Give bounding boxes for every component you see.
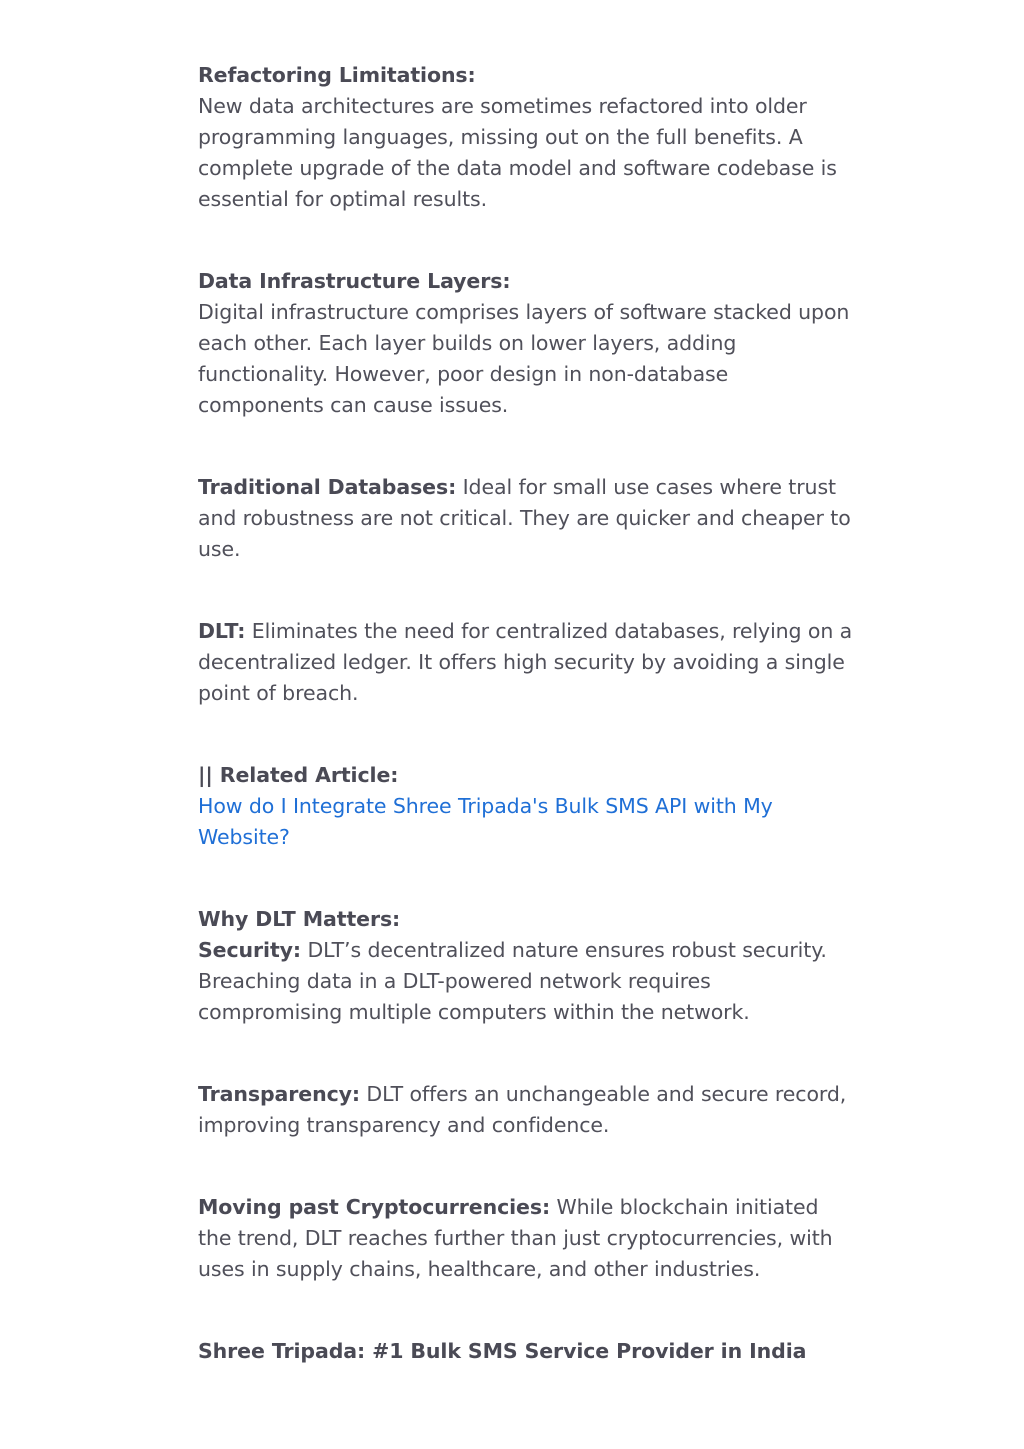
security-body: DLT’s decentralized nature ensures robust security. Breaching data in a DLT-powered network requires compromising multiple computers within the network. bbox=[198, 938, 827, 1024]
section-heading: Data Infrastructure Layers: bbox=[198, 269, 511, 293]
section-transparency bbox=[198, 1079, 858, 1141]
transparency-label: Transparency: bbox=[198, 1082, 360, 1106]
section-body: Eliminates the need for centralized databases, relying on a decentralized ledger. It offers high security by avoiding a single point of breach. bbox=[198, 619, 853, 705]
section-heading: DLT: bbox=[198, 619, 246, 643]
related-article-heading: || Related Article: bbox=[198, 763, 399, 787]
section-cryptocurrencies bbox=[198, 1192, 858, 1285]
section-dlt bbox=[198, 616, 858, 709]
article-content bbox=[198, 60, 858, 1367]
section-infrastructure bbox=[198, 266, 858, 421]
section-body: Digital infrastructure comprises layers of software stacked upon each other. Each layer builds on lower layers, adding functionality. However, poor design in non-database components can cause issues. bbox=[198, 300, 850, 417]
related-article-link[interactable]: How do I Integrate Shree Tripada's Bulk SMS API with My Website? bbox=[198, 794, 773, 849]
crypto-body: While blockchain initiated the trend, DLT reaches further than just cryptocurrencies, with uses in supply chains, healthcare, and other industries. bbox=[198, 1195, 833, 1281]
why-dlt-heading: Why DLT Matters: bbox=[198, 907, 401, 931]
section-traditional-databases bbox=[198, 472, 858, 565]
section-heading: Refactoring Limitations: bbox=[198, 63, 476, 87]
crypto-label: Moving past Cryptocurrencies: bbox=[198, 1195, 551, 1219]
transparency-body: DLT offers an unchangeable and secure record, improving transparency and confidence. bbox=[198, 1082, 847, 1137]
closing-heading: Shree Tripada: #1 Bulk SMS Service Provider in India bbox=[198, 1339, 807, 1363]
security-label: Security: bbox=[198, 938, 302, 962]
section-body: New data architectures are sometimes refactored into older programming languages, missing out on the full benefits. A complete upgrade of the data model and software codebase is essential for optimal results. bbox=[198, 94, 837, 211]
related-article bbox=[198, 760, 858, 853]
section-heading: Traditional Databases: bbox=[198, 475, 457, 499]
section-why-dlt bbox=[198, 904, 858, 1028]
closing-heading-block bbox=[198, 1336, 858, 1367]
section-body: Ideal for small use cases where trust and robustness are not critical. They are quicker and cheaper to use. bbox=[198, 475, 851, 561]
section-refactoring bbox=[198, 60, 858, 215]
